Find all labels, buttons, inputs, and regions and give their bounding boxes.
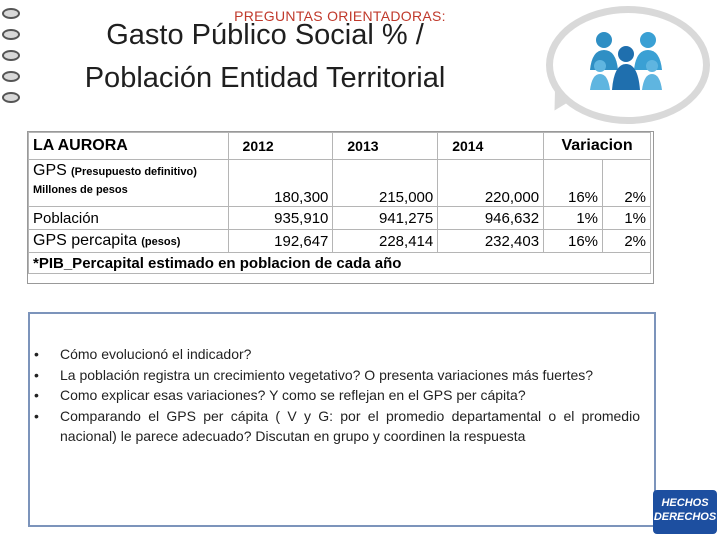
table-cell: 220,000: [438, 160, 544, 207]
question-text: Cómo evolucionó el indicador?: [60, 346, 252, 362]
question-text: Como explicar esas variaciones? Y como se reflejan en el GPS per cápita?: [60, 387, 526, 403]
list-item: [34, 385, 640, 406]
list-item: [34, 344, 640, 365]
year-header-2012: 2012: [228, 133, 333, 160]
bullet-icon: •: [34, 346, 39, 362]
list-item: [34, 406, 640, 447]
table-header-row: [29, 133, 651, 160]
ring-icon: [2, 92, 20, 103]
gps-units: Millones de pesos: [33, 184, 128, 196]
table-row: [29, 207, 651, 230]
ring-icon: [2, 71, 20, 82]
table-cell: 228,414: [333, 230, 438, 253]
table-cell: 192,647: [228, 230, 333, 253]
bullet-icon: •: [34, 366, 39, 383]
table-cell: 941,275: [333, 207, 438, 230]
logo-line-2: DERECHOS: [653, 511, 717, 523]
bullet-icon: •: [34, 387, 39, 403]
title-line-1: Gasto Público Social % /: [106, 19, 424, 51]
gps-table: [28, 132, 651, 274]
gps-label: GPS: [33, 162, 67, 179]
table-cell: 180,300: [228, 160, 333, 207]
table-footnote: *PIB_Percapital estimado en poblacion de cada año: [29, 253, 651, 274]
gps-label-cell: [29, 160, 229, 207]
year-header-2013: 2013: [333, 133, 438, 160]
list-item: [34, 365, 640, 386]
table-cell: 16%: [544, 160, 603, 207]
question-text: Comparando el GPS per cápita ( V y G: por el promedio departamental o el promedio nacional) le parece adecuado? Discutan en grupo y coordinen la respuesta: [60, 407, 640, 444]
variation-header: Variacion: [544, 133, 651, 160]
table-cell: 1%: [544, 207, 603, 230]
table-cell: 935,910: [228, 207, 333, 230]
title-line-2: Población Entidad Territorial: [84, 62, 446, 94]
table-row: [29, 160, 651, 207]
population-label: Población: [29, 207, 229, 230]
table-cell: 946,632: [438, 207, 544, 230]
ring-icon: [2, 29, 20, 40]
gps-table-container: [27, 131, 654, 284]
gps-sublabel: (Presupuesto definitivo): [70, 166, 197, 178]
ring-icon: [2, 50, 20, 61]
table-cell: 215,000: [333, 160, 438, 207]
table-cell: 232,403: [438, 230, 544, 253]
slide-title: [40, 14, 490, 100]
table-cell: 1%: [603, 207, 651, 230]
table-cell: 2%: [603, 160, 651, 207]
gps-percapita-units: (pesos): [141, 236, 181, 248]
question-text: La población registra un crecimiento vegetativo? O presenta variaciones más fuertes?: [60, 366, 594, 383]
bullet-icon: •: [34, 407, 39, 424]
hechos-derechos-logo: [653, 490, 717, 534]
table-row: [29, 230, 651, 253]
table-cell: 16%: [544, 230, 603, 253]
questions-list: [34, 344, 640, 447]
people-group-icon: [584, 26, 670, 96]
gps-percapita-label-cell: [29, 230, 229, 253]
gps-percapita-label: GPS percapita: [33, 232, 138, 249]
year-header-2014: 2014: [438, 133, 544, 160]
table-cell: 2%: [603, 230, 651, 253]
table-footnote-row: [29, 253, 651, 274]
questions-title: PREGUNTAS ORIENTADORAS:: [234, 8, 446, 24]
table-name: LA AURORA: [29, 133, 229, 160]
logo-line-1: HECHOS: [661, 497, 709, 509]
